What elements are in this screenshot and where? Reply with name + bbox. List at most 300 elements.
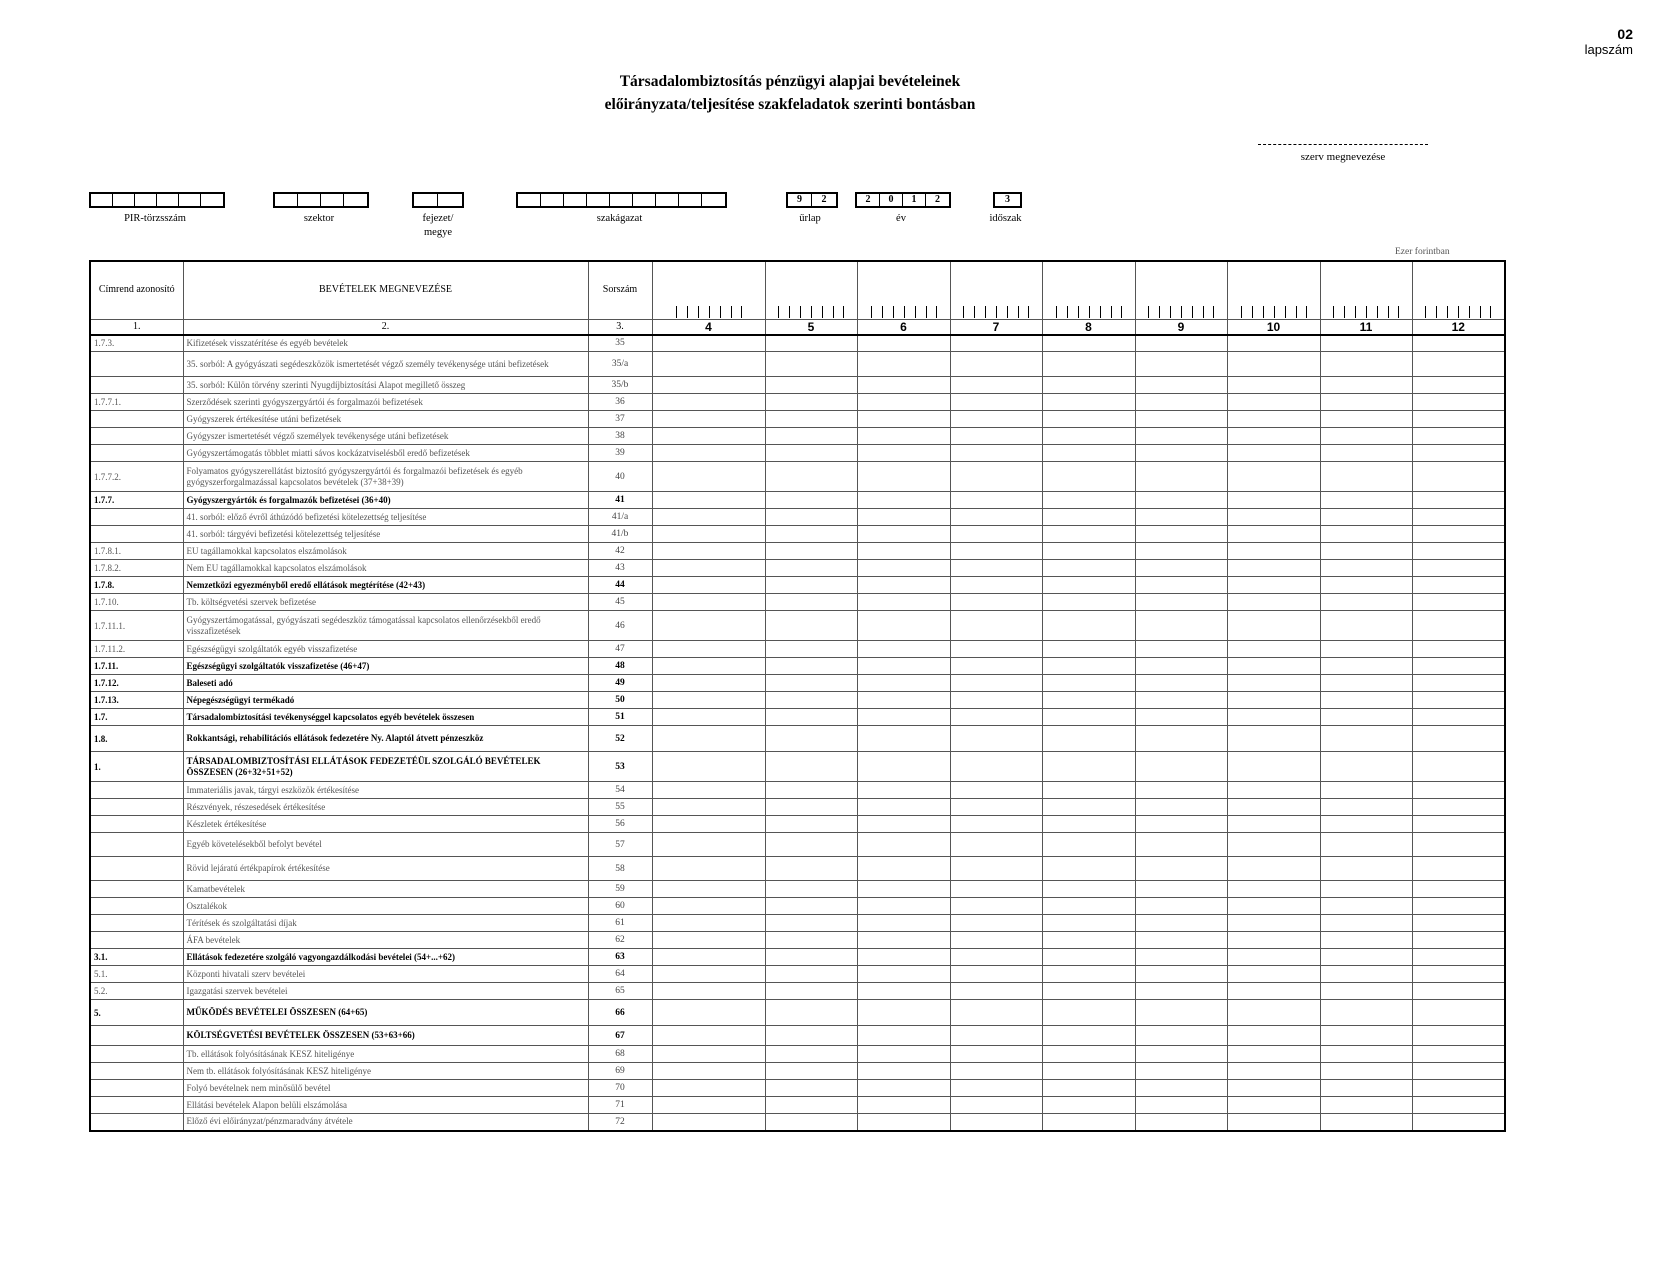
value-cell[interactable] <box>1135 709 1227 726</box>
value-cell[interactable] <box>857 966 950 983</box>
value-cell[interactable] <box>1135 983 1227 1000</box>
value-cell[interactable] <box>1135 492 1227 509</box>
value-cell[interactable] <box>857 492 950 509</box>
value-cell[interactable] <box>1320 658 1412 675</box>
value-cell[interactable] <box>857 983 950 1000</box>
value-cell[interactable] <box>1320 1097 1412 1114</box>
value-cell[interactable] <box>1412 462 1505 492</box>
value-cell[interactable] <box>950 1080 1042 1097</box>
value-cell[interactable] <box>1042 611 1135 641</box>
value-cell[interactable] <box>1042 1063 1135 1080</box>
value-cell[interactable] <box>1042 658 1135 675</box>
value-cell[interactable] <box>1227 526 1320 543</box>
value-cell[interactable] <box>950 816 1042 833</box>
value-cell[interactable] <box>765 1046 857 1063</box>
code-digit[interactable] <box>201 194 223 206</box>
value-cell[interactable] <box>1412 526 1505 543</box>
value-cell[interactable] <box>1320 898 1412 915</box>
code-digit[interactable] <box>564 194 587 206</box>
value-cell[interactable] <box>950 1097 1042 1114</box>
value-cell[interactable] <box>950 509 1042 526</box>
value-cell[interactable] <box>857 577 950 594</box>
value-cell[interactable] <box>765 1000 857 1026</box>
value-cell[interactable] <box>1135 857 1227 881</box>
value-cell[interactable] <box>1042 352 1135 377</box>
value-cell[interactable] <box>1135 526 1227 543</box>
value-cell[interactable] <box>1320 611 1412 641</box>
value-cell[interactable] <box>1320 394 1412 411</box>
value-cell[interactable] <box>652 641 765 658</box>
value-cell[interactable] <box>765 509 857 526</box>
value-cell[interactable] <box>1135 1000 1227 1026</box>
code-digit[interactable]: 2 <box>821 194 827 205</box>
value-cell[interactable] <box>950 352 1042 377</box>
value-cell[interactable] <box>950 641 1042 658</box>
code-digit[interactable] <box>541 194 564 206</box>
value-cell[interactable] <box>1227 782 1320 799</box>
value-cell[interactable] <box>857 857 950 881</box>
value-cell[interactable] <box>1320 752 1412 782</box>
value-cell[interactable] <box>1135 881 1227 898</box>
value-cell[interactable] <box>1320 816 1412 833</box>
value-cell[interactable] <box>857 1063 950 1080</box>
value-cell[interactable] <box>1412 898 1505 915</box>
value-cell[interactable] <box>1412 932 1505 949</box>
value-cell[interactable] <box>765 675 857 692</box>
value-cell[interactable] <box>652 915 765 932</box>
code-digit[interactable]: 3 <box>1005 194 1010 205</box>
value-cell[interactable] <box>950 428 1042 445</box>
value-cell[interactable] <box>652 881 765 898</box>
value-cell[interactable] <box>765 411 857 428</box>
value-cell[interactable] <box>1320 445 1412 462</box>
value-cell[interactable] <box>652 966 765 983</box>
value-cell[interactable] <box>857 881 950 898</box>
value-cell[interactable] <box>1227 1080 1320 1097</box>
value-cell[interactable] <box>652 560 765 577</box>
value-cell[interactable] <box>1412 428 1505 445</box>
code-digit[interactable] <box>633 194 656 206</box>
value-cell[interactable] <box>1227 394 1320 411</box>
code-digit[interactable]: 1 <box>903 194 926 206</box>
value-cell[interactable] <box>857 658 950 675</box>
value-cell[interactable] <box>1227 692 1320 709</box>
value-cell[interactable] <box>652 492 765 509</box>
value-cell[interactable] <box>1135 509 1227 526</box>
value-cell[interactable] <box>950 1026 1042 1046</box>
value-cell[interactable] <box>765 560 857 577</box>
value-cell[interactable] <box>950 857 1042 881</box>
value-cell[interactable] <box>1135 915 1227 932</box>
value-cell[interactable] <box>1135 816 1227 833</box>
value-cell[interactable] <box>765 462 857 492</box>
value-cell[interactable] <box>857 1080 950 1097</box>
value-cell[interactable] <box>1042 1080 1135 1097</box>
value-cell[interactable] <box>765 782 857 799</box>
value-cell[interactable] <box>1135 752 1227 782</box>
value-cell[interactable] <box>1042 692 1135 709</box>
code-box[interactable] <box>273 192 369 208</box>
code-digit[interactable] <box>91 194 113 206</box>
value-cell[interactable] <box>1042 1046 1135 1063</box>
value-cell[interactable] <box>1135 675 1227 692</box>
value-cell[interactable] <box>1412 352 1505 377</box>
value-cell[interactable] <box>1320 509 1412 526</box>
value-cell[interactable] <box>765 752 857 782</box>
value-cell[interactable] <box>950 949 1042 966</box>
value-cell[interactable] <box>1227 966 1320 983</box>
value-cell[interactable] <box>950 692 1042 709</box>
value-cell[interactable] <box>1320 577 1412 594</box>
value-cell[interactable] <box>765 816 857 833</box>
value-cell[interactable] <box>857 726 950 752</box>
code-digit[interactable] <box>610 194 633 206</box>
value-cell[interactable] <box>1412 1000 1505 1026</box>
value-cell[interactable] <box>1042 394 1135 411</box>
value-cell[interactable] <box>765 352 857 377</box>
value-cell[interactable] <box>765 692 857 709</box>
value-cell[interactable] <box>765 898 857 915</box>
value-cell[interactable] <box>652 394 765 411</box>
value-cell[interactable] <box>1042 335 1135 352</box>
value-cell[interactable] <box>1135 1063 1227 1080</box>
value-cell[interactable] <box>1042 377 1135 394</box>
value-cell[interactable] <box>1135 394 1227 411</box>
value-cell[interactable] <box>1320 932 1412 949</box>
value-cell[interactable] <box>1412 709 1505 726</box>
value-cell[interactable] <box>1227 816 1320 833</box>
value-cell[interactable] <box>652 1026 765 1046</box>
value-cell[interactable] <box>1412 492 1505 509</box>
value-cell[interactable] <box>652 709 765 726</box>
value-cell[interactable] <box>1227 1046 1320 1063</box>
value-cell[interactable] <box>1320 799 1412 816</box>
value-cell[interactable] <box>765 857 857 881</box>
value-cell[interactable] <box>1412 335 1505 352</box>
value-cell[interactable] <box>1320 709 1412 726</box>
value-cell[interactable] <box>1227 857 1320 881</box>
code-box[interactable] <box>855 192 951 208</box>
value-cell[interactable] <box>652 675 765 692</box>
value-cell[interactable] <box>1042 462 1135 492</box>
value-cell[interactable] <box>765 949 857 966</box>
value-cell[interactable] <box>1135 898 1227 915</box>
value-cell[interactable] <box>1227 594 1320 611</box>
code-box[interactable] <box>993 192 1022 208</box>
value-cell[interactable] <box>1135 949 1227 966</box>
value-cell[interactable] <box>765 833 857 857</box>
code-digit[interactable]: 0 <box>880 194 903 206</box>
value-cell[interactable] <box>1042 1097 1135 1114</box>
value-cell[interactable] <box>950 462 1042 492</box>
value-cell[interactable] <box>950 915 1042 932</box>
value-cell[interactable] <box>1320 560 1412 577</box>
value-cell[interactable] <box>765 1097 857 1114</box>
value-cell[interactable] <box>652 1080 765 1097</box>
value-cell[interactable] <box>1320 1080 1412 1097</box>
value-cell[interactable] <box>857 709 950 726</box>
value-cell[interactable] <box>1227 1114 1320 1131</box>
value-cell[interactable] <box>765 526 857 543</box>
value-cell[interactable] <box>765 428 857 445</box>
value-cell[interactable] <box>1320 428 1412 445</box>
value-cell[interactable] <box>950 543 1042 560</box>
value-cell[interactable] <box>1412 1026 1505 1046</box>
code-digit[interactable]: 9 <box>788 194 812 206</box>
value-cell[interactable] <box>1227 1063 1320 1080</box>
value-cell[interactable] <box>1227 377 1320 394</box>
value-cell[interactable] <box>950 1000 1042 1026</box>
value-cell[interactable] <box>1227 492 1320 509</box>
code-digit[interactable] <box>414 194 438 206</box>
value-cell[interactable] <box>857 1046 950 1063</box>
value-cell[interactable] <box>950 335 1042 352</box>
value-cell[interactable] <box>1412 611 1505 641</box>
value-cell[interactable] <box>1320 1114 1412 1131</box>
value-cell[interactable] <box>1320 492 1412 509</box>
value-cell[interactable] <box>1135 966 1227 983</box>
value-cell[interactable] <box>950 966 1042 983</box>
value-cell[interactable] <box>1042 1114 1135 1131</box>
value-cell[interactable] <box>1042 411 1135 428</box>
value-cell[interactable] <box>1042 833 1135 857</box>
value-cell[interactable] <box>950 726 1042 752</box>
value-cell[interactable] <box>950 752 1042 782</box>
value-cell[interactable] <box>1042 932 1135 949</box>
value-cell[interactable] <box>1412 1114 1505 1131</box>
value-cell[interactable] <box>1135 594 1227 611</box>
value-cell[interactable] <box>1227 833 1320 857</box>
value-cell[interactable] <box>1042 1000 1135 1026</box>
value-cell[interactable] <box>1227 752 1320 782</box>
value-cell[interactable] <box>857 394 950 411</box>
value-cell[interactable] <box>1135 428 1227 445</box>
code-digit[interactable]: 2 <box>935 194 940 205</box>
value-cell[interactable] <box>765 1080 857 1097</box>
value-cell[interactable] <box>1227 1026 1320 1046</box>
value-cell[interactable] <box>857 898 950 915</box>
value-cell[interactable] <box>1320 881 1412 898</box>
value-cell[interactable] <box>857 352 950 377</box>
value-cell[interactable] <box>1412 833 1505 857</box>
value-cell[interactable] <box>1135 411 1227 428</box>
value-cell[interactable] <box>857 428 950 445</box>
value-cell[interactable] <box>1135 726 1227 752</box>
value-cell[interactable] <box>765 1026 857 1046</box>
value-cell[interactable] <box>1227 898 1320 915</box>
value-cell[interactable] <box>1135 1080 1227 1097</box>
value-cell[interactable] <box>1320 726 1412 752</box>
value-cell[interactable] <box>857 1026 950 1046</box>
value-cell[interactable] <box>1227 543 1320 560</box>
value-cell[interactable] <box>857 1000 950 1026</box>
value-cell[interactable] <box>652 411 765 428</box>
value-cell[interactable] <box>1042 915 1135 932</box>
value-cell[interactable] <box>1135 577 1227 594</box>
value-cell[interactable] <box>1412 577 1505 594</box>
value-cell[interactable] <box>765 611 857 641</box>
value-cell[interactable] <box>857 1114 950 1131</box>
value-cell[interactable] <box>652 1114 765 1131</box>
value-cell[interactable] <box>765 577 857 594</box>
value-cell[interactable] <box>857 833 950 857</box>
value-cell[interactable] <box>765 726 857 752</box>
value-cell[interactable] <box>1135 692 1227 709</box>
value-cell[interactable] <box>1412 509 1505 526</box>
value-cell[interactable] <box>857 335 950 352</box>
value-cell[interactable] <box>1042 492 1135 509</box>
value-cell[interactable] <box>652 335 765 352</box>
value-cell[interactable] <box>652 799 765 816</box>
value-cell[interactable] <box>1320 1046 1412 1063</box>
value-cell[interactable] <box>1412 966 1505 983</box>
value-cell[interactable] <box>652 594 765 611</box>
code-digit[interactable] <box>587 194 610 206</box>
value-cell[interactable] <box>652 445 765 462</box>
value-cell[interactable] <box>1320 1026 1412 1046</box>
value-cell[interactable] <box>765 394 857 411</box>
value-cell[interactable] <box>1412 881 1505 898</box>
value-cell[interactable] <box>765 543 857 560</box>
value-cell[interactable] <box>1412 857 1505 881</box>
value-cell[interactable] <box>1412 543 1505 560</box>
code-digit[interactable] <box>135 194 157 206</box>
value-cell[interactable] <box>950 526 1042 543</box>
value-cell[interactable] <box>1042 428 1135 445</box>
value-cell[interactable] <box>857 752 950 782</box>
value-cell[interactable] <box>1320 526 1412 543</box>
value-cell[interactable] <box>1042 949 1135 966</box>
value-cell[interactable] <box>1320 543 1412 560</box>
value-cell[interactable] <box>1135 611 1227 641</box>
value-cell[interactable] <box>652 898 765 915</box>
code-digit[interactable] <box>157 194 179 206</box>
value-cell[interactable] <box>1412 411 1505 428</box>
value-cell[interactable] <box>1135 352 1227 377</box>
value-cell[interactable] <box>1227 915 1320 932</box>
value-cell[interactable] <box>652 462 765 492</box>
value-cell[interactable] <box>652 949 765 966</box>
value-cell[interactable] <box>950 833 1042 857</box>
value-cell[interactable] <box>765 799 857 816</box>
value-cell[interactable] <box>950 658 1042 675</box>
value-cell[interactable] <box>1042 577 1135 594</box>
value-cell[interactable] <box>950 799 1042 816</box>
value-cell[interactable] <box>1042 782 1135 799</box>
value-cell[interactable] <box>765 594 857 611</box>
value-cell[interactable] <box>1042 816 1135 833</box>
value-cell[interactable] <box>1135 1114 1227 1131</box>
value-cell[interactable] <box>1227 1097 1320 1114</box>
value-cell[interactable] <box>1135 782 1227 799</box>
value-cell[interactable] <box>1320 377 1412 394</box>
value-cell[interactable] <box>857 1097 950 1114</box>
value-cell[interactable] <box>1227 709 1320 726</box>
value-cell[interactable] <box>1042 675 1135 692</box>
value-cell[interactable] <box>857 445 950 462</box>
value-cell[interactable] <box>950 594 1042 611</box>
value-cell[interactable] <box>652 1046 765 1063</box>
value-cell[interactable] <box>950 560 1042 577</box>
value-cell[interactable] <box>857 594 950 611</box>
value-cell[interactable] <box>1227 428 1320 445</box>
value-cell[interactable] <box>652 526 765 543</box>
value-cell[interactable] <box>1412 915 1505 932</box>
value-cell[interactable] <box>1412 816 1505 833</box>
code-digit[interactable] <box>344 194 367 206</box>
value-cell[interactable] <box>1412 658 1505 675</box>
value-cell[interactable] <box>765 915 857 932</box>
value-cell[interactable] <box>1412 692 1505 709</box>
value-cell[interactable] <box>652 428 765 445</box>
value-cell[interactable] <box>950 492 1042 509</box>
value-cell[interactable] <box>1227 411 1320 428</box>
value-cell[interactable] <box>1227 352 1320 377</box>
value-cell[interactable] <box>1412 641 1505 658</box>
value-cell[interactable] <box>1227 611 1320 641</box>
value-cell[interactable] <box>1135 335 1227 352</box>
value-cell[interactable] <box>1412 1080 1505 1097</box>
value-cell[interactable] <box>765 709 857 726</box>
code-box[interactable] <box>786 192 838 208</box>
value-cell[interactable] <box>1227 983 1320 1000</box>
value-cell[interactable] <box>950 411 1042 428</box>
value-cell[interactable] <box>652 509 765 526</box>
value-cell[interactable] <box>950 709 1042 726</box>
value-cell[interactable] <box>1412 726 1505 752</box>
value-cell[interactable] <box>857 932 950 949</box>
code-digit[interactable] <box>321 194 344 206</box>
value-cell[interactable] <box>1227 949 1320 966</box>
value-cell[interactable] <box>765 658 857 675</box>
value-cell[interactable] <box>765 492 857 509</box>
value-cell[interactable] <box>950 1063 1042 1080</box>
value-cell[interactable] <box>1227 509 1320 526</box>
value-cell[interactable] <box>765 932 857 949</box>
value-cell[interactable] <box>1320 352 1412 377</box>
value-cell[interactable] <box>857 526 950 543</box>
value-cell[interactable] <box>1412 752 1505 782</box>
code-digit[interactable] <box>298 194 321 206</box>
value-cell[interactable] <box>765 1063 857 1080</box>
organization-field[interactable] <box>1258 138 1428 163</box>
value-cell[interactable] <box>652 782 765 799</box>
value-cell[interactable] <box>1135 658 1227 675</box>
value-cell[interactable] <box>765 983 857 1000</box>
value-cell[interactable] <box>1320 462 1412 492</box>
value-cell[interactable] <box>1042 543 1135 560</box>
value-cell[interactable] <box>652 611 765 641</box>
value-cell[interactable] <box>1320 983 1412 1000</box>
value-cell[interactable] <box>765 1114 857 1131</box>
value-cell[interactable] <box>1227 658 1320 675</box>
value-cell[interactable] <box>652 932 765 949</box>
value-cell[interactable] <box>1135 1046 1227 1063</box>
value-cell[interactable] <box>1227 726 1320 752</box>
value-cell[interactable] <box>857 692 950 709</box>
value-cell[interactable] <box>1042 1026 1135 1046</box>
value-cell[interactable] <box>857 611 950 641</box>
value-cell[interactable] <box>857 543 950 560</box>
value-cell[interactable] <box>1042 752 1135 782</box>
value-cell[interactable] <box>950 377 1042 394</box>
value-cell[interactable] <box>1320 1000 1412 1026</box>
value-cell[interactable] <box>1135 932 1227 949</box>
value-cell[interactable] <box>1412 1046 1505 1063</box>
value-cell[interactable] <box>1412 394 1505 411</box>
value-cell[interactable] <box>1135 833 1227 857</box>
value-cell[interactable] <box>652 752 765 782</box>
